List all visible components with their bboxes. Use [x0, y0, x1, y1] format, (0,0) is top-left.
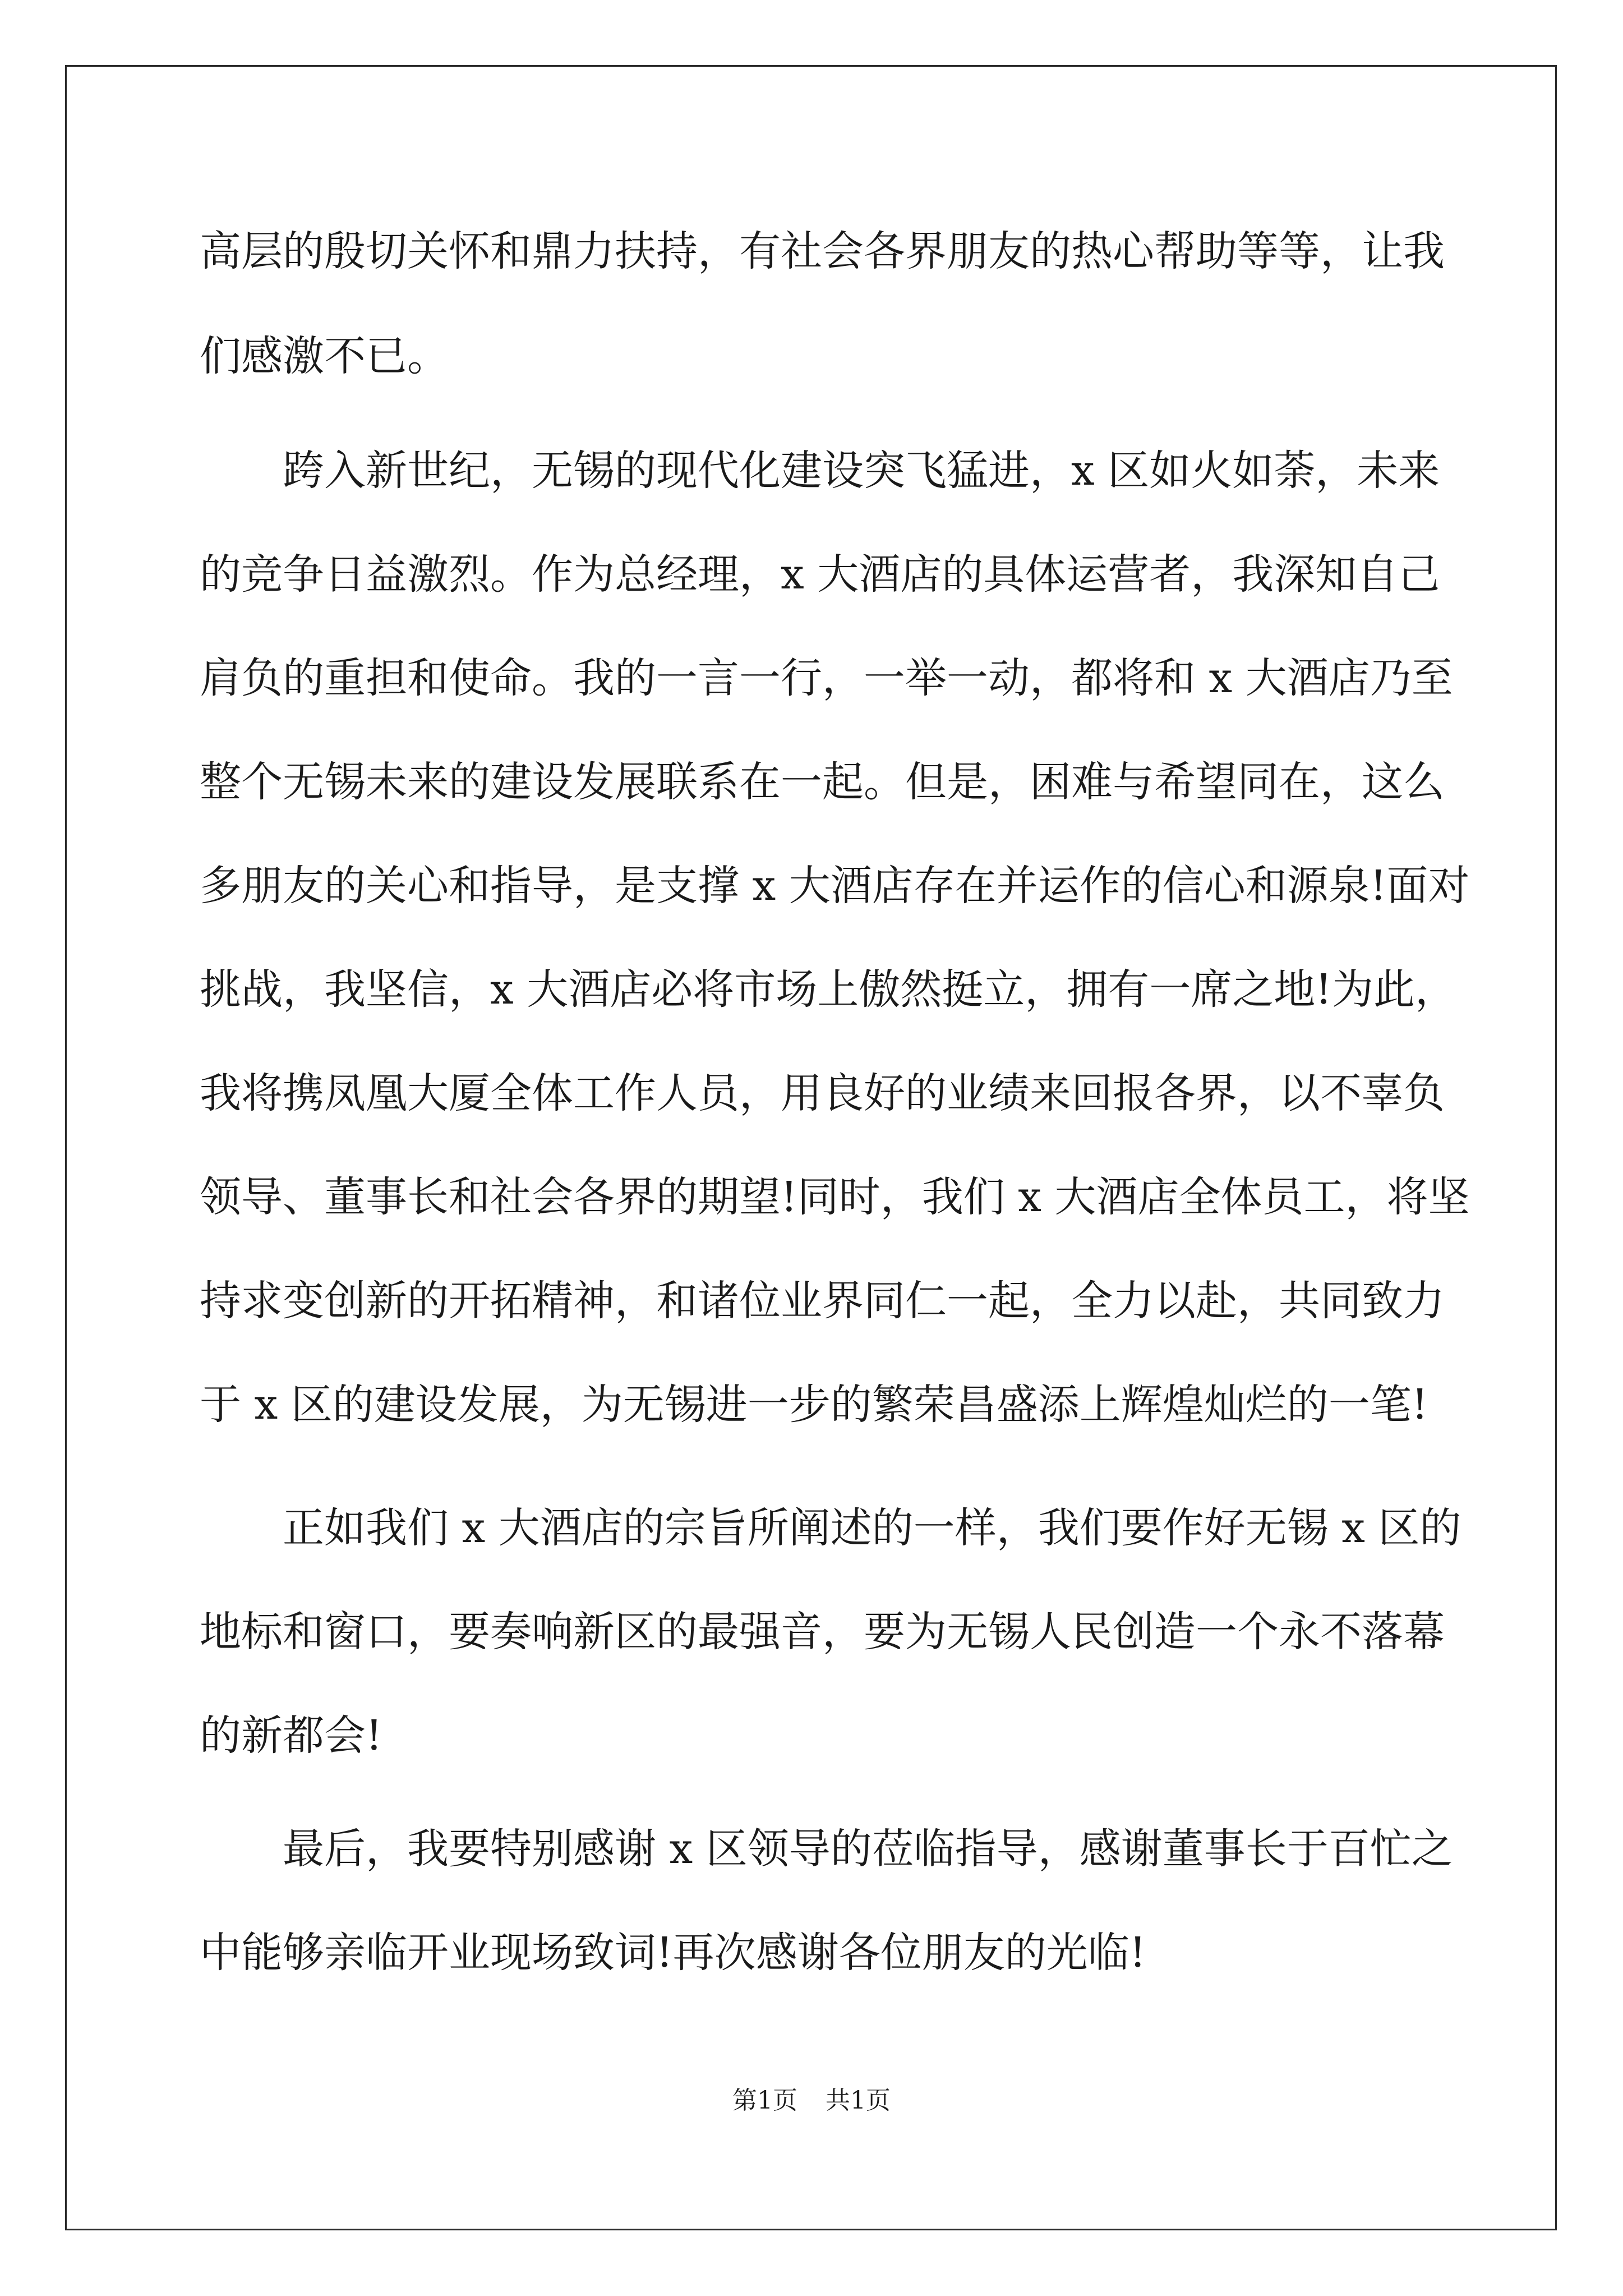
paragraph-start-line: 正如我们 x 大酒店的宗旨所阐述的一样，我们要作好无锡 x 区的 — [283, 1504, 1461, 1552]
text-line: 我将携凤凰大厦全体工作人员，用良好的业绩来回报各界，以不辜负 — [200, 1069, 1445, 1117]
text-line: 肩负的重担和使命。我的一言一行，一举一动，都将和 x 大酒店乃至 — [200, 654, 1453, 702]
text-line: 的新都会! — [200, 1711, 382, 1760]
text-line: 持求变创新的开拓精神，和诸位业界同仁一起，全力以赴，共同致力 — [200, 1277, 1445, 1325]
paragraph-start-line: 跨入新世纪，无锡的现代化建设突飞猛进，x 区如火如荼，未来 — [283, 447, 1440, 495]
text-line: 领导、董事长和社会各界的期望!同时，我们 x 大酒店全体员工，将坚 — [200, 1173, 1470, 1221]
text-line: 地标和窗口，要奏响新区的最强音，要为无锡人民创造一个永不落幕 — [200, 1608, 1445, 1656]
text-line: 高层的殷切关怀和鼎力扶持，有社会各界朋友的热心帮助等等，让我 — [200, 227, 1445, 275]
page-border — [65, 65, 1557, 2230]
paragraph-start-line: 最后，我要特别感谢 x 区领导的莅临指导，感谢董事长于百忙之 — [283, 1825, 1453, 1873]
text-line: 中能够亲临开业现场致词!再次感谢各位朋友的光临! — [200, 1929, 1146, 1977]
page-number-current: 第1页 — [732, 2086, 797, 2115]
page-number-total: 共1页 — [826, 2086, 891, 2115]
text-line: 们感激不已。 — [200, 332, 449, 380]
text-line: 挑战，我坚信，x 大酒店必将市场上傲然挺立，拥有一席之地!为此， — [200, 965, 1456, 1014]
text-line: 于 x 区的建设发展，为无锡进一步的繁荣昌盛添上辉煌灿烂的一笔! — [200, 1381, 1428, 1429]
text-line: 多朋友的关心和指导，是支撑 x 大酒店存在并运作的信心和源泉!面对 — [200, 862, 1470, 910]
text-line: 整个无锡未来的建设发展联系在一起。但是，困难与希望同在，这么 — [200, 758, 1445, 806]
text-line: 的竞争日益激烈。作为总经理，x 大酒店的具体运营者，我深知自己 — [200, 550, 1440, 599]
page-footer — [0, 2084, 1623, 2118]
